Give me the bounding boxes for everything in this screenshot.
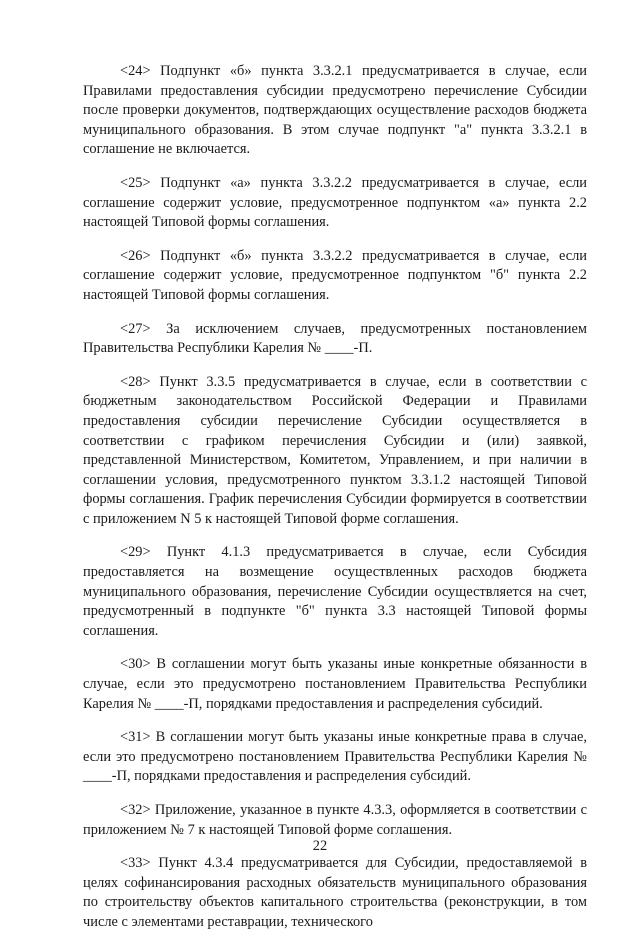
footnotes-block bbox=[83, 62, 587, 947]
footnote-27: <27> За исключением случаев, предусмотренных постановлением Правительства Республики Карелия № ____-П. bbox=[83, 320, 587, 357]
page-number: 22 bbox=[312, 838, 328, 854]
footnote-28: <28> Пункт 3.3.5 предусматривается в случае, если в соответствии с бюджетным законодательством Российской Федерации и Правилами предоставления субсидии перечисление Субсидии осуществляется в соответствии с графиком перечисления Субсидии и (или) заявкой, представленной Министерством, Комитетом, Управлением, и при наличии в соглашении условия, предусмотренного пунктом 3.3.1.2 настоящей Типовой формы соглашения. График перечисления Субсидии формируется в соответствии с приложением N 5 к настоящей Типовой форме соглашения. bbox=[83, 373, 587, 527]
footnote-25: <25> Подпункт «а» пункта 3.3.2.2 предусматривается в случае, если соглашение содержит условие, предусмотренное подпунктом «а» пункта 2.2 настоящей Типовой формы соглашения. bbox=[83, 174, 587, 231]
footnote-29: <29> Пункт 4.1.3 предусматривается в случае, если Субсидия предоставляется на возмещение осуществленных расходов бюджета муниципального образования, перечисление Субсидии осуществляется на счет, предусмотренный в подпункте "б" пункта 3.3 настоящей Типовой формы соглашения. bbox=[83, 544, 587, 639]
footnote-24: <24> Подпункт «б» пункта 3.3.2.1 предусматривается в случае, если Правилами предоставления субсидии предусмотрено перечисление Субсидии после проверки документов, подтверждающих осуществление расходов бюджета муниципального образования. В этом случае подпункт "а" пункта 3.3.2.1 в соглашение не включается. bbox=[83, 63, 587, 158]
footnote-31: <31> В соглашении могут быть указаны иные конкретные права в случае, если это предусмотрено постановлением Правительства Республики Карелия № ____-П, порядками предоставления и распределения субсидий. bbox=[83, 729, 587, 785]
footnote-32: <32> Приложение, указанное в пункте 4.3.3, оформляется в соответствии с приложением № 7 к настоящей Типовой форме соглашения. bbox=[83, 802, 587, 838]
footnote-26: <26> Подпункт «б» пункта 3.3.2.2 предусматривается в случае, если соглашение содержит условие, предусмотренное подпунктом "б" пункта 2.2 настоящей Типовой формы соглашения. bbox=[83, 247, 587, 303]
footnote-30: <30> В соглашении могут быть указаны иные конкретные обязанности в случае, если это предусмотрено постановлением Правительства Республики Карелия № ____-П, порядками предоставления и распределения субсидий. bbox=[83, 656, 587, 712]
footnote-33: <33> Пункт 4.3.4 предусматривается для Субсидии, предоставляемой в целях софинансирования расходных обязательств муниципального образования по строительству объектов капитального строительства (реконструкции, в том числе с элементами реставрации, технического bbox=[83, 855, 587, 930]
